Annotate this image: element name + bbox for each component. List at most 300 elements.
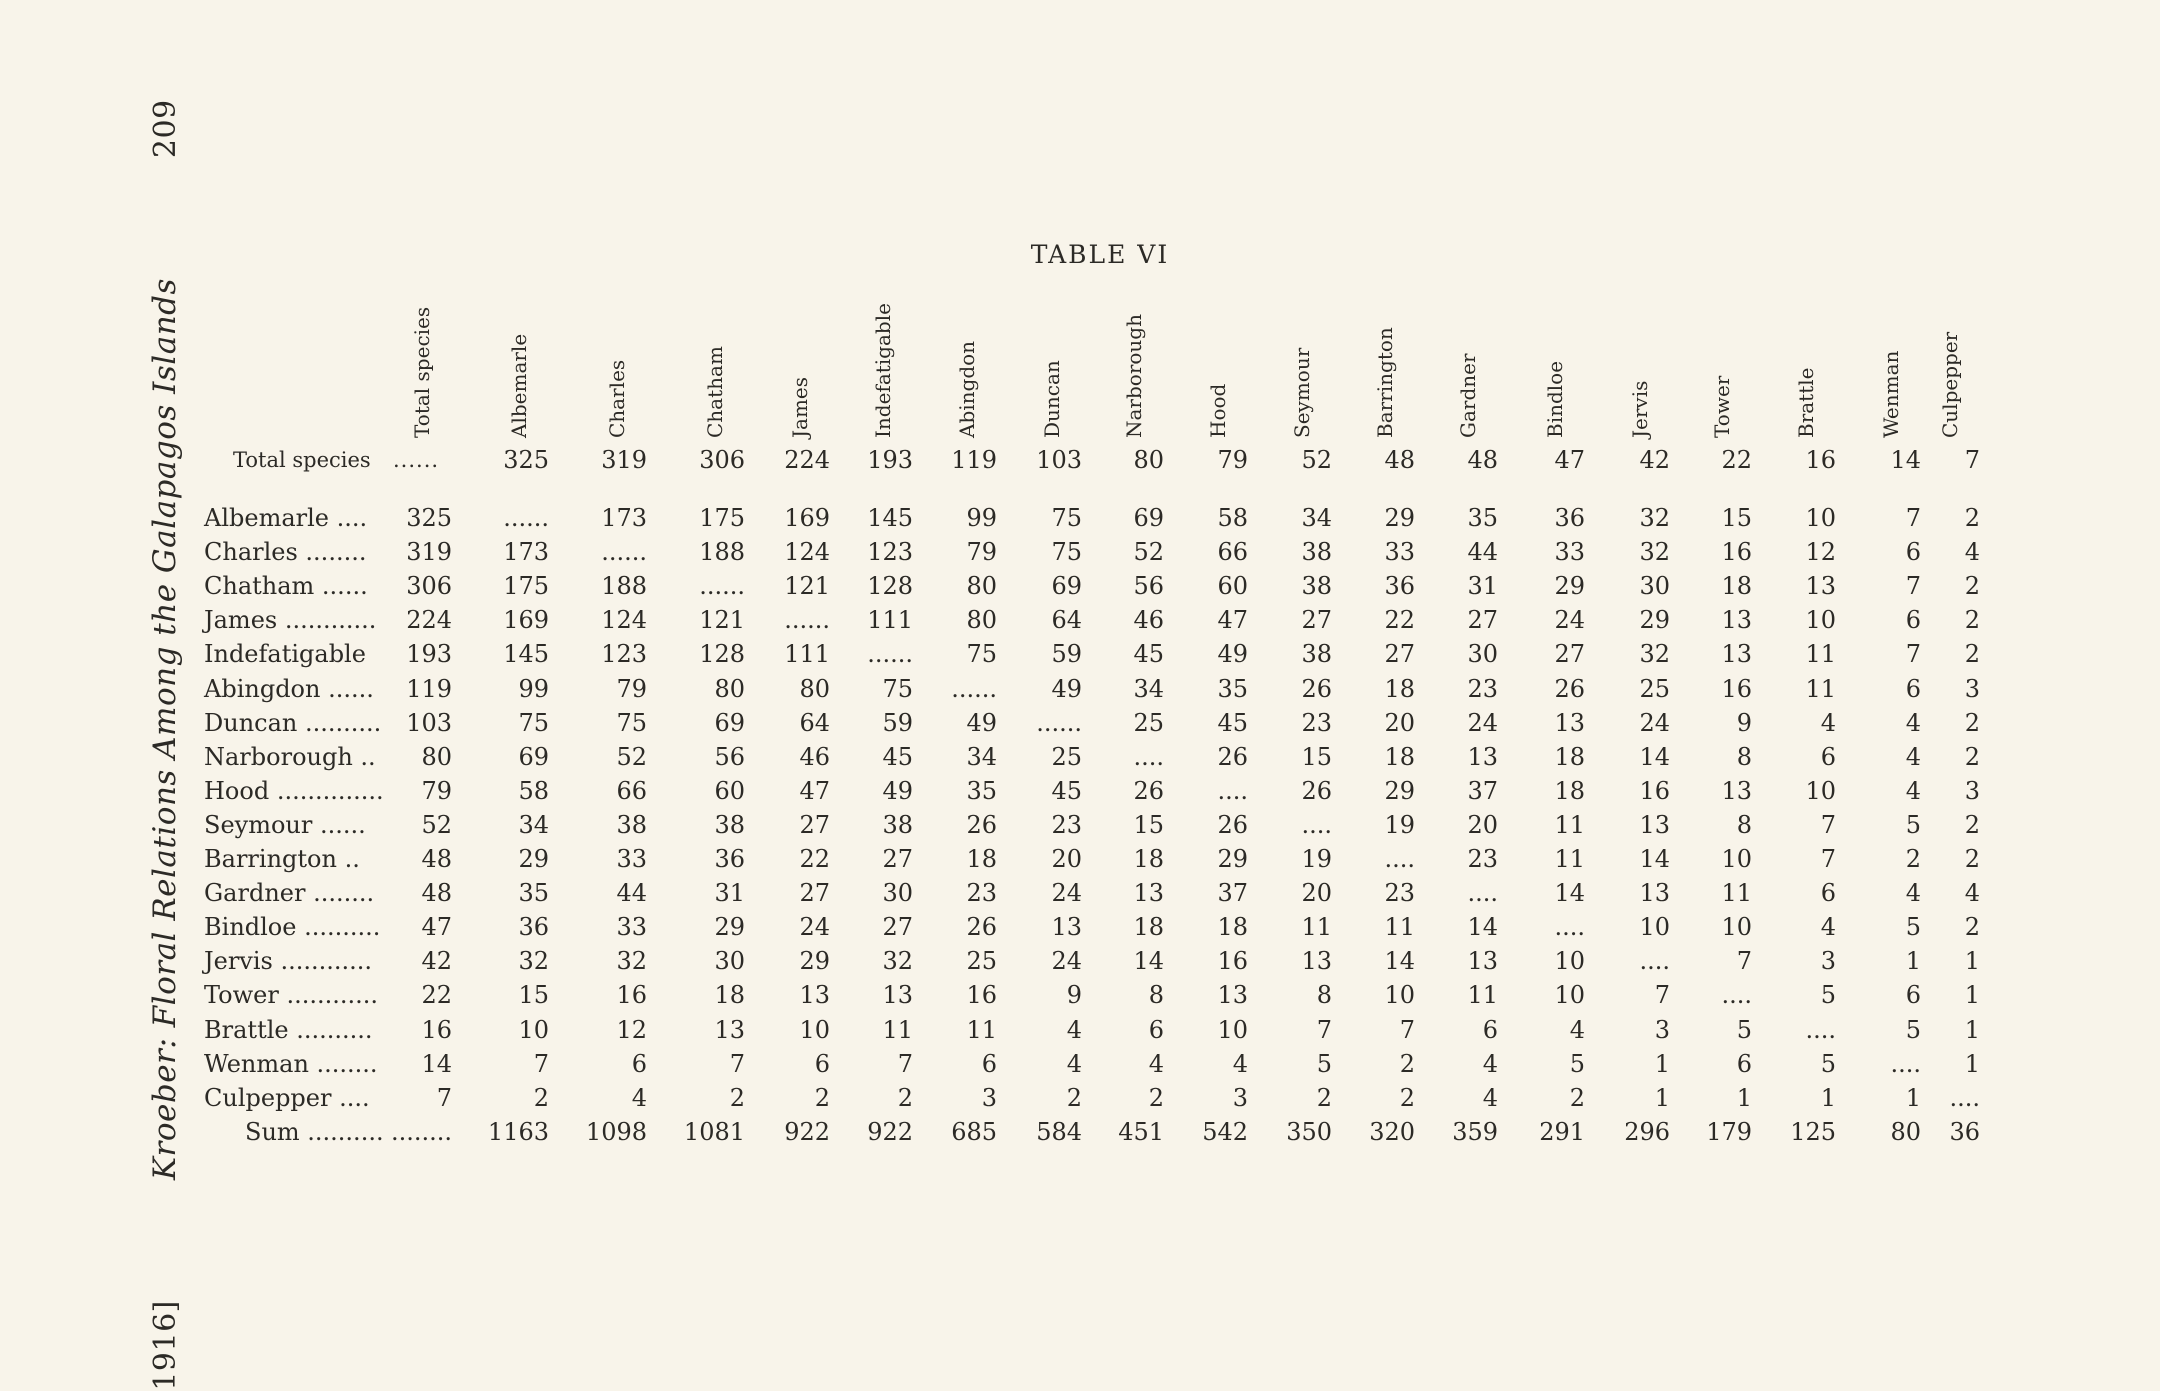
table-cell: 2 <box>1964 742 1980 771</box>
table-cell: 27 <box>1384 640 1415 669</box>
table-cell: 24 <box>1467 708 1498 737</box>
table-cell: 4 <box>1232 1049 1248 1078</box>
column-header <box>1794 300 1838 450</box>
column-header <box>703 300 747 450</box>
table-cell: 47 <box>421 913 452 942</box>
table-cell: 7 <box>1820 810 1836 839</box>
table-cell: 1 <box>1820 1083 1836 1112</box>
row-label: Seymour ...... <box>204 810 366 839</box>
table-cell: 11 <box>966 1015 997 1044</box>
table-cell: 14 <box>1639 742 1670 771</box>
table-cell: 37 <box>1217 879 1248 908</box>
table-cell: 2 <box>1964 640 1980 669</box>
table-cell: 11 <box>1721 879 1752 908</box>
table-cell: 3 <box>981 1083 997 1112</box>
table-cell: 13 <box>799 981 830 1010</box>
column-header <box>1040 300 1084 450</box>
table-cell: .... <box>1217 776 1248 805</box>
table-cell: 49 <box>1217 640 1248 669</box>
table-cell: .... <box>1890 1049 1921 1078</box>
table-cell: 18 <box>1554 742 1585 771</box>
table-cell: 27 <box>799 879 830 908</box>
row-label: James ............ <box>204 606 377 635</box>
column-header-label: Charles <box>605 359 629 438</box>
table-cell: 325 <box>406 504 452 532</box>
table-cell: 79 <box>616 674 647 703</box>
table-cell: 123 <box>601 640 647 669</box>
column-header-label: Jervis <box>1628 380 1652 438</box>
table-cell: 13 <box>1554 708 1585 737</box>
table-cell: 121 <box>699 606 745 635</box>
table-cell: 6 <box>1736 1049 1752 1078</box>
table-cell: 6 <box>1148 1015 1164 1044</box>
table-cell: 14 <box>1554 879 1585 908</box>
total-species-value: 52 <box>1301 446 1332 474</box>
table-cell: 29 <box>1384 776 1415 805</box>
table-cell: 13 <box>1217 981 1248 1010</box>
table-cell: 11 <box>1554 845 1585 873</box>
table-cell: 11 <box>882 1015 913 1044</box>
column-header-label: Culpepper <box>1938 331 1962 438</box>
table-cell: 26 <box>1217 742 1248 771</box>
running-header <box>147 99 183 1390</box>
table-cell: 66 <box>1217 538 1248 567</box>
table-cell: 7 <box>1654 981 1670 1010</box>
table-cell: 2 <box>1964 845 1980 873</box>
table-cell: 7 <box>436 1083 452 1112</box>
table-cell: 23 <box>1384 879 1415 908</box>
total-species-value: 224 <box>784 446 830 474</box>
table-cell: 7 <box>1736 947 1752 976</box>
table-cell: 29 <box>1639 606 1670 635</box>
table-cell: 45 <box>1217 708 1248 737</box>
table-cell: 13 <box>882 981 913 1010</box>
table-cell: 22 <box>1384 606 1415 635</box>
table-cell: 32 <box>1639 504 1670 532</box>
table-cell: 18 <box>714 981 745 1010</box>
total-species-value: 42 <box>1639 446 1670 474</box>
table-cell: 30 <box>714 947 745 976</box>
table-cell: 60 <box>714 776 745 805</box>
table-cell: 32 <box>518 947 549 976</box>
table-cell: 124 <box>784 538 830 567</box>
table-cell: 128 <box>699 640 745 669</box>
table-cell: 1 <box>1964 981 1980 1010</box>
table-cell: 16 <box>421 1015 452 1044</box>
total-species-dots: ...... <box>393 448 440 472</box>
table-cell: 34 <box>518 810 549 839</box>
table-cell: 52 <box>421 810 452 839</box>
total-species-value: 306 <box>699 446 745 474</box>
table-cell: 15 <box>1301 742 1332 771</box>
table-cell: 16 <box>616 981 647 1010</box>
total-species-label: Total species <box>233 448 371 472</box>
row-label: Hood .............. <box>204 776 384 805</box>
table-cell: 6 <box>814 1049 830 1078</box>
table-cell: 20 <box>1301 879 1332 908</box>
table-cell: 29 <box>518 845 549 873</box>
table-cell: 9 <box>1066 981 1082 1010</box>
table-cell: 2 <box>814 1083 830 1112</box>
table-cell: 15 <box>1721 504 1752 532</box>
table-cell: 4 <box>1820 913 1836 942</box>
table-cell: 29 <box>1384 504 1415 532</box>
table-cell: 64 <box>1051 606 1082 635</box>
column-header-label: Bindloe <box>1543 360 1567 438</box>
table-cell: ...... <box>601 538 647 567</box>
table-cell: 31 <box>1467 572 1498 601</box>
table-cell: 52 <box>616 742 647 771</box>
table-cell: ...... <box>1036 708 1082 737</box>
table-cell: 6 <box>1905 981 1921 1010</box>
table-cell: ...... <box>784 606 830 635</box>
table-cell: 6 <box>631 1049 647 1078</box>
table-cell: 5 <box>1316 1049 1332 1078</box>
table-cell: 24 <box>1554 606 1585 635</box>
table-cell: .... <box>1805 1015 1836 1044</box>
table-cell: .... <box>1721 981 1752 1010</box>
total-species-value: 48 <box>1384 446 1415 474</box>
column-header-label: James <box>788 376 812 438</box>
table-cell: 13 <box>1051 913 1082 942</box>
table-cell: 19 <box>1301 845 1332 873</box>
column-header <box>788 300 832 450</box>
table-cell: 10 <box>1805 776 1836 805</box>
sum-cell: 922 <box>867 1117 913 1146</box>
table-cell: 27 <box>1467 606 1498 635</box>
table-cell: 69 <box>714 708 745 737</box>
table-cell: 75 <box>1051 538 1082 567</box>
row-label: Culpepper .... <box>204 1083 370 1112</box>
header-year: 1916] <box>148 1300 183 1391</box>
table-cell: 80 <box>966 606 997 635</box>
table-cell: 2 <box>1964 606 1980 635</box>
sum-cell: 451 <box>1118 1117 1164 1146</box>
table-cell: 36 <box>1554 504 1585 532</box>
column-header-label: Tower <box>1710 375 1734 438</box>
table-cell: 13 <box>1721 606 1752 635</box>
table-cell: 119 <box>406 674 452 703</box>
column-header-label: Seymour <box>1290 347 1314 438</box>
total-species-value: 22 <box>1721 446 1752 474</box>
table-cell: 4 <box>1964 879 1980 908</box>
table-cell: 27 <box>799 810 830 839</box>
table-cell: 10 <box>1217 1015 1248 1044</box>
table-cell: 32 <box>616 947 647 976</box>
table-cell: 6 <box>981 1049 997 1078</box>
table-cell: .... <box>1133 742 1164 771</box>
table-cell: 10 <box>1721 913 1752 942</box>
table-cell: 1 <box>1964 1049 1980 1078</box>
table-cell: 13 <box>1721 640 1752 669</box>
table-cell: 2 <box>1148 1083 1164 1112</box>
table-cell: 23 <box>1467 845 1498 873</box>
table-cell: 64 <box>799 708 830 737</box>
table-cell: 7 <box>1905 640 1921 669</box>
table-cell: 22 <box>421 981 452 1010</box>
table-cell: 25 <box>966 947 997 976</box>
table-cell: 173 <box>503 538 549 567</box>
table-cell: 25 <box>1639 674 1670 703</box>
table-cell: 75 <box>616 708 647 737</box>
table-cell: 5 <box>1820 981 1836 1010</box>
table-cell: 18 <box>1217 913 1248 942</box>
table-cell: 4 <box>631 1083 647 1112</box>
table-cell: 5 <box>1905 1015 1921 1044</box>
table-cell: 3 <box>1964 674 1980 703</box>
total-species-value: 325 <box>503 446 549 474</box>
table-cell: 11 <box>1384 913 1415 942</box>
table-cell: 188 <box>699 538 745 567</box>
table-cell: 1 <box>1964 1015 1980 1044</box>
column-header <box>871 300 915 450</box>
table-cell: 56 <box>714 742 745 771</box>
row-label: Brattle .......... <box>204 1015 373 1044</box>
table-cell: 4 <box>1569 1015 1585 1044</box>
table-cell: 49 <box>882 776 913 805</box>
table-cell: 46 <box>799 742 830 771</box>
table-cell: 24 <box>1639 708 1670 737</box>
table-cell: 4 <box>1905 879 1921 908</box>
sum-cell: 1098 <box>585 1117 647 1146</box>
table-cell: 75 <box>882 674 913 703</box>
table-cell: 44 <box>1467 538 1498 567</box>
column-header <box>1373 300 1417 450</box>
table-cell: 20 <box>1384 708 1415 737</box>
row-label: Tower ............ <box>204 981 378 1010</box>
table-cell: .... <box>1554 913 1585 942</box>
table-cell: 13 <box>1639 879 1670 908</box>
table-cell: 16 <box>1721 674 1752 703</box>
table-cell: 99 <box>966 504 997 532</box>
table-cell: 47 <box>799 776 830 805</box>
column-header-label: Albemarle <box>507 333 531 438</box>
table-cell: 38 <box>1301 538 1332 567</box>
table-cell: 59 <box>1051 640 1082 669</box>
table-cell: 26 <box>966 913 997 942</box>
table-cell: 33 <box>616 913 647 942</box>
table-cell: 35 <box>518 879 549 908</box>
table-cell: 103 <box>406 708 452 737</box>
table-cell: 1 <box>1905 947 1921 976</box>
column-header <box>1456 300 1500 450</box>
table-cell: 4 <box>1820 708 1836 737</box>
table-cell: 38 <box>1301 572 1332 601</box>
table-cell: 38 <box>616 810 647 839</box>
table-cell: 9 <box>1736 708 1752 737</box>
table-cell: 26 <box>1133 776 1164 805</box>
table-cell: 3 <box>1232 1083 1248 1112</box>
table-cell: 11 <box>1805 674 1836 703</box>
total-species-value: 14 <box>1890 446 1921 474</box>
table-cell: 128 <box>867 572 913 601</box>
table-cell: 7 <box>533 1049 549 1078</box>
table-cell: 14 <box>1639 845 1670 873</box>
column-header <box>1628 300 1672 450</box>
table-cell: 25 <box>1051 742 1082 771</box>
table-cell: 121 <box>784 572 830 601</box>
table-cell: 27 <box>882 845 913 873</box>
table-cell: 33 <box>1554 538 1585 567</box>
table-cell: 18 <box>1133 913 1164 942</box>
table-cell: 319 <box>406 538 452 567</box>
table-cell: 16 <box>1721 538 1752 567</box>
table-cell: 75 <box>518 708 549 737</box>
table-cell: 2 <box>1569 1083 1585 1112</box>
table-cell: 1 <box>1905 1083 1921 1112</box>
table-cell: 22 <box>799 845 830 873</box>
table-cell: 10 <box>1554 947 1585 976</box>
table-cell: 45 <box>1051 776 1082 805</box>
column-header <box>410 300 454 450</box>
sum-cell: 1081 <box>683 1117 745 1146</box>
table-cell: 2 <box>1399 1083 1415 1112</box>
table-cell: 24 <box>1051 879 1082 908</box>
table-cell: 45 <box>882 742 913 771</box>
table-cell: 13 <box>1805 572 1836 601</box>
table-cell: 36 <box>714 845 745 873</box>
table-cell: 6 <box>1820 879 1836 908</box>
table-cell: 38 <box>714 810 745 839</box>
table-title: TABLE VI <box>1030 240 1170 269</box>
table-cell: 38 <box>882 810 913 839</box>
table-cell: 23 <box>1467 674 1498 703</box>
sum-cell: 584 <box>1036 1117 1082 1146</box>
table-cell: 11 <box>1467 981 1498 1010</box>
table-cell: 44 <box>616 879 647 908</box>
table-cell: 26 <box>1301 776 1332 805</box>
table-cell: 224 <box>406 606 452 635</box>
sum-cell: 685 <box>951 1117 997 1146</box>
table-cell: 80 <box>966 572 997 601</box>
sum-cell: 296 <box>1624 1117 1670 1146</box>
table-cell: 4 <box>1482 1049 1498 1078</box>
table-cell: 145 <box>867 504 913 532</box>
table-cell: 7 <box>1905 504 1921 532</box>
column-header <box>1543 300 1587 450</box>
table-cell: 13 <box>1467 742 1498 771</box>
table-cell: 2 <box>897 1083 913 1112</box>
table-cell: 35 <box>1217 674 1248 703</box>
table-cell: 6 <box>1905 674 1921 703</box>
table-cell: 32 <box>882 947 913 976</box>
row-label: Abingdon ...... <box>204 674 374 703</box>
table-cell: 2 <box>1964 913 1980 942</box>
table-cell: 13 <box>1133 879 1164 908</box>
table-cell: 35 <box>966 776 997 805</box>
table-cell: 2 <box>1066 1083 1082 1112</box>
table-cell: 193 <box>406 640 452 669</box>
table-cell: 15 <box>518 981 549 1010</box>
table-cell: 24 <box>1051 947 1082 976</box>
table-cell: 2 <box>1964 708 1980 737</box>
row-label: Wenman ........ <box>204 1049 378 1078</box>
table-cell: 111 <box>867 606 913 635</box>
table-cell: 69 <box>518 742 549 771</box>
table-cell: 1 <box>1654 1049 1670 1078</box>
row-label: Charles ........ <box>204 538 367 567</box>
table-cell: 80 <box>421 742 452 771</box>
table-cell: 26 <box>1554 674 1585 703</box>
column-header <box>1122 300 1166 450</box>
column-header <box>1938 300 1982 450</box>
table-cell: 45 <box>1133 640 1164 669</box>
table-cell: 1 <box>1654 1083 1670 1112</box>
table-cell: 69 <box>1051 572 1082 601</box>
column-header-label: Total species <box>410 306 434 438</box>
column-header <box>1879 300 1923 450</box>
sum-cell: 359 <box>1452 1117 1498 1146</box>
table-cell: 6 <box>1482 1015 1498 1044</box>
table-cell: 7 <box>1820 845 1836 873</box>
table-cell: 175 <box>503 572 549 601</box>
table-cell: 80 <box>799 674 830 703</box>
table-cell: 10 <box>1805 504 1836 532</box>
table-cell: ...... <box>951 674 997 703</box>
table-cell: 12 <box>1805 538 1836 567</box>
table-cell: 7 <box>1316 1015 1332 1044</box>
table-cell: 48 <box>421 879 452 908</box>
table-cell: 24 <box>799 913 830 942</box>
sum-cell: 179 <box>1706 1117 1752 1146</box>
total-species-value: 193 <box>867 446 913 474</box>
table-cell: 2 <box>533 1083 549 1112</box>
table-cell: 10 <box>1639 913 1670 942</box>
table-cell: 1 <box>1964 947 1980 976</box>
total-species-value: 48 <box>1467 446 1498 474</box>
table-cell: 32 <box>1639 538 1670 567</box>
table-cell: 1 <box>1736 1083 1752 1112</box>
table-cell: 8 <box>1736 742 1752 771</box>
table-cell: 10 <box>1554 981 1585 1010</box>
table-cell: 10 <box>1384 981 1415 1010</box>
table-cell: 58 <box>1217 504 1248 532</box>
sum-cell: 922 <box>784 1117 830 1146</box>
table-cell: 5 <box>1820 1049 1836 1078</box>
table-cell: 18 <box>966 845 997 873</box>
total-species-value: 7 <box>1964 446 1980 474</box>
table-cell: 5 <box>1905 913 1921 942</box>
table-cell: 35 <box>1467 504 1498 532</box>
table-cell: 11 <box>1554 810 1585 839</box>
table-cell: 7 <box>1399 1015 1415 1044</box>
table-cell: 4 <box>1148 1049 1164 1078</box>
table-cell: 30 <box>1639 572 1670 601</box>
column-header-label: Abingdon <box>955 340 979 438</box>
table-cell: 18 <box>1384 674 1415 703</box>
row-label: Gardner ........ <box>204 879 375 908</box>
table-cell: 79 <box>421 776 452 805</box>
table-cell: 11 <box>1805 640 1836 669</box>
column-header-label: Barrington <box>1373 327 1397 438</box>
table-cell: 33 <box>1384 538 1415 567</box>
table-cell: 69 <box>1133 504 1164 532</box>
column-header <box>1290 300 1334 450</box>
table-cell: 2 <box>1905 845 1921 873</box>
table-cell: 49 <box>966 708 997 737</box>
table-cell: 80 <box>714 674 745 703</box>
table-cell: 36 <box>518 913 549 942</box>
table-cell: 27 <box>1301 606 1332 635</box>
table-cell: 2 <box>1964 572 1980 601</box>
table-cell: 14 <box>421 1049 452 1078</box>
table-cell: 169 <box>784 504 830 532</box>
sum-row-label: Sum .......... <box>245 1117 384 1146</box>
table-cell: 18 <box>1721 572 1752 601</box>
sum-cell: ........ <box>390 1117 452 1146</box>
table-cell: 3 <box>1964 776 1980 805</box>
table-cell: 27 <box>882 913 913 942</box>
